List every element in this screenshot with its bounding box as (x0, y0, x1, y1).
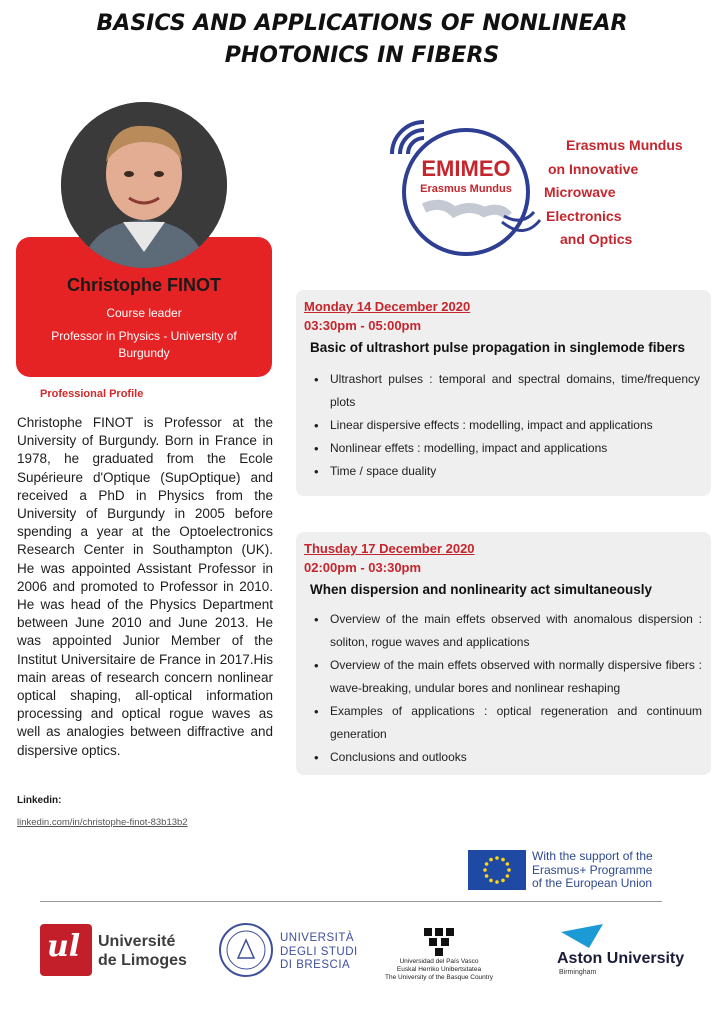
speaker-portrait-image (61, 102, 227, 268)
session-card-2 (296, 532, 711, 775)
speaker-role: Course leader (106, 306, 182, 320)
profile-heading: Professional Profile (40, 388, 144, 400)
eu-support-logo (466, 847, 710, 893)
tagline-line-5: and Optics (560, 231, 633, 247)
limoges-logo (40, 924, 200, 980)
basque-university-logo (374, 926, 504, 986)
title-line-2: PHOTONICS IN FIBERS (224, 43, 500, 68)
session-title: When dispersion and nonlinearity act simultaneously (310, 582, 653, 597)
basque-line-2: Euskal Herriko Unibertsitatea (396, 966, 482, 973)
limoges-mark-icon: ul (40, 924, 92, 976)
session-date: Monday 14 December 2020 (304, 299, 471, 314)
eu-support-text: With the support of the Erasmus+ Programme of the European Union (532, 849, 653, 890)
tagline-line-3: Microwave (544, 184, 616, 200)
tagline-line-2: on Innovative (548, 160, 639, 177)
topic-item: • Overview of the main effets observed with normally dispersive fibers : wave-breaking, undular bores and nonlinear reshaping (312, 654, 702, 700)
topic-item: • Time / space duality (312, 460, 700, 483)
poster-title (0, 8, 724, 72)
emimeo-tagline (544, 134, 683, 252)
svg-text:EMIMEO: EMIMEO (421, 156, 511, 181)
topic-item: • Examples of applications : optical regeneration and continuum generation (312, 700, 702, 746)
session-topics (312, 368, 700, 483)
brescia-line-2: DEGLI STUDI (280, 945, 358, 958)
topic-item: • Ultrashort pulses : temporal and spectral domains, time/frequency plots (312, 368, 700, 414)
title-line-1: BASICS AND APPLICATIONS OF NONLINEAR (96, 11, 628, 36)
aston-sub: Birmingham (559, 969, 597, 976)
topic-item: • Linear dispersive effects : modelling, impact and applications (312, 414, 700, 437)
speaker-name: Christophe FINOT (67, 275, 221, 295)
session-time: 02:00pm - 03:30pm (304, 560, 422, 575)
limoges-line-1: Université (98, 933, 176, 950)
speaker-photo (61, 102, 227, 268)
tagline-line-1: Erasmus Mundus (566, 137, 683, 153)
basque-line-3: The University of the Basque Country (384, 974, 494, 981)
tagline-line-4: Electronics (546, 207, 622, 224)
brescia-seal-icon (218, 922, 274, 978)
session-title: Basic of ultrashort pulse propagation in singlemode fibers (310, 340, 686, 355)
limoges-line-2: de Limoges (98, 952, 187, 969)
linkedin-heading: Linkedin: (17, 795, 62, 806)
session-card-1 (296, 290, 711, 496)
linkedin-link[interactable]: linkedin.com/in/christophe-finot-83b13b2 (17, 817, 188, 828)
brescia-line-3: DI BRESCIA (280, 959, 351, 971)
aston-university-logo (557, 924, 687, 980)
speaker-affiliation: Professor in Physics - University of Burgundy (51, 329, 237, 360)
basque-line-1: Universidad del País Vasco (399, 958, 479, 965)
aston-mark-icon (559, 924, 605, 950)
eu-flag-icon (468, 850, 526, 890)
brescia-logo (218, 922, 358, 982)
svg-text:Erasmus Mundus: Erasmus Mundus (420, 183, 512, 195)
topic-item: • Overview of the main effets observed with anomalous dispersion : soliton, rogue waves and applications (312, 608, 702, 654)
emimeo-logo (384, 116, 714, 262)
session-date: Thusday 17 December 2020 (304, 541, 475, 556)
speaker-bio: Christophe FINOT is Professor at the University of Burgundy. Born in France in 1978, he graduated from the Ecole Supérieure d'Optique (SupOptique) and received a PhD in Physics from the University of Burgundy in 2005 before spending a year at the Optoelectronics Research Center in Southampton (UK). He was appointed Assistant Professor in 2006 and promoted to Professor in 2010. He was head of the Physics Department between June 2010 and June 2013. He was appointed Junior Member of the Institut Universitaire de France in 2017.His main areas of research concern nonlinear optical shaping, all-optical information processing and optical rogue waves as well as analogies between diffractive and dispersive optics. (17, 415, 273, 758)
topic-item: • Nonlinear effets : modelling, impact and applications (312, 437, 700, 460)
brescia-line-1: UNIVERSITÀ (280, 932, 355, 944)
emimeo-globe-icon (384, 116, 544, 262)
session-time: 03:30pm - 05:00pm (304, 318, 422, 333)
footer-divider (40, 901, 662, 902)
aston-name: Aston University (557, 950, 685, 967)
session-topics (312, 608, 702, 769)
basque-mark-icon (422, 926, 456, 956)
topic-item: • Conclusions and outlooks (312, 746, 702, 769)
